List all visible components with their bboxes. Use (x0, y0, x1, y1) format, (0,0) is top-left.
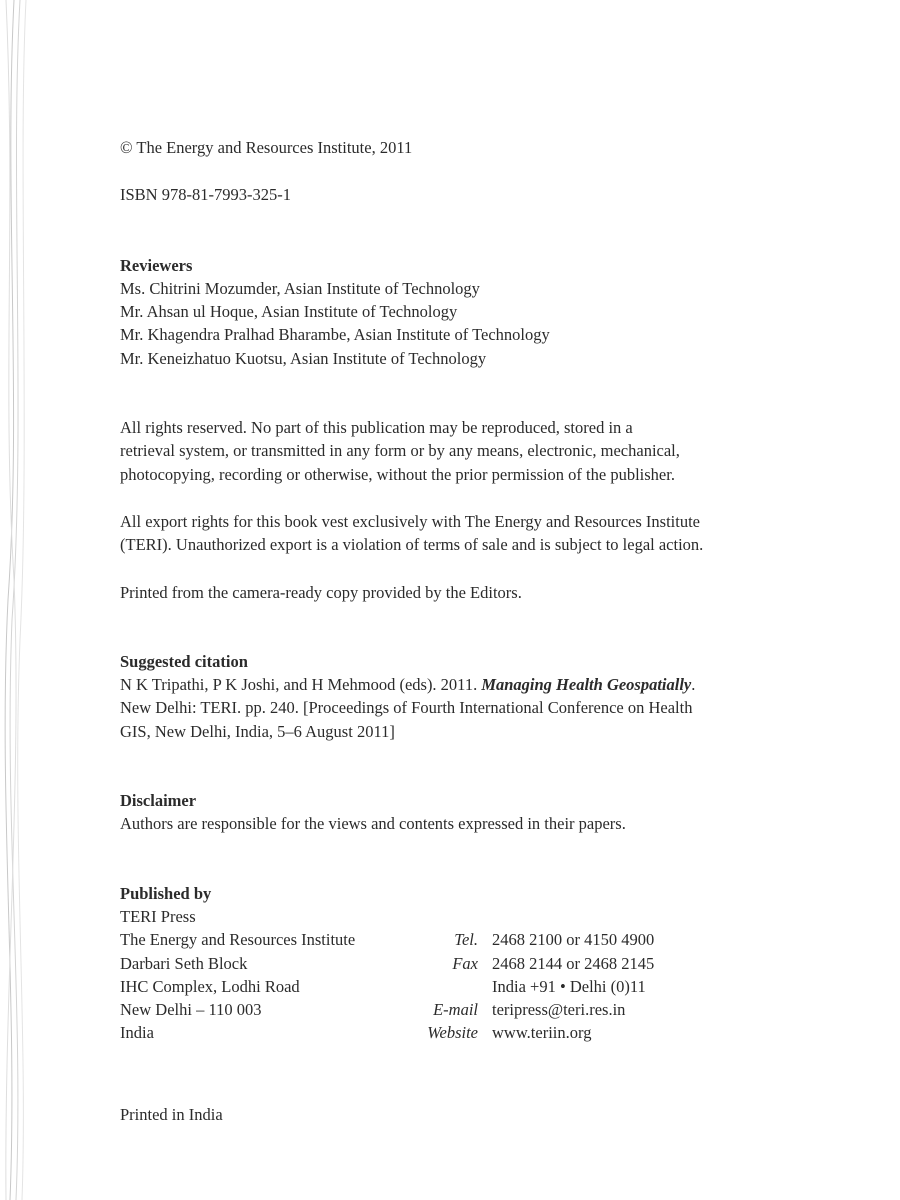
citation-line-2: New Delhi: TERI. pp. 240. [Proceedings of Fourth International Conference on Health (120, 698, 693, 718)
contact-label: Website (427, 1023, 478, 1043)
publisher-section (120, 882, 820, 1045)
rights-reserved-paragraph (120, 416, 820, 486)
export-rights-line: (TERI). Unauthorized export is a violation of terms of sale and is subject to legal action. (120, 535, 704, 555)
export-rights-paragraph (120, 510, 820, 557)
contact-label: E-mail (433, 1000, 478, 1020)
publisher-address-line: IHC Complex, Lodhi Road (120, 976, 300, 996)
copyright-page (120, 136, 820, 1126)
contact-value: India +91 • Delhi (0)11 (492, 976, 646, 996)
publisher-row (120, 1021, 820, 1044)
publisher-row (120, 975, 820, 998)
reviewer-item: Mr. Keneizhatuo Kuotsu, Asian Institute of Technology (120, 348, 487, 368)
reviewer-item: Mr. Khagendra Pralhad Bharambe, Asian Institute of Technology (120, 325, 550, 345)
isbn: ISBN 978-81-7993-325-1 (120, 185, 291, 205)
contact-label (390, 975, 492, 998)
citation-period: . (691, 675, 696, 695)
contact-value: 2468 2144 or 2468 2145 (492, 953, 655, 973)
rights-line: photocopying, recording or otherwise, without the prior permission of the publisher. (120, 464, 675, 484)
citation-line-1 (120, 673, 820, 696)
rights-line: retrieval system, or transmitted in any form or by any means, electronic, mechanical, (120, 441, 680, 461)
book-title: Managing Health Geospatially (481, 675, 692, 695)
disclaimer-section (120, 789, 820, 836)
reviewers-section (120, 254, 820, 370)
contact-label: Tel. (454, 930, 478, 950)
reviewers-heading: Reviewers (120, 255, 193, 275)
citation-heading: Suggested citation (120, 651, 248, 671)
disclaimer-text: Authors are responsible for the views and contents expressed in their papers. (120, 814, 626, 834)
page-edge-decoration (0, 0, 40, 1200)
export-rights-line: All export rights for this book vest exclusively with The Energy and Resources Institute (120, 511, 700, 531)
contact-value: teripress@teri.res.in (492, 1000, 626, 1020)
publisher-heading: Published by (120, 883, 212, 903)
publisher-address-line: The Energy and Resources Institute (120, 930, 356, 950)
printed-in: Printed in India (120, 1104, 223, 1124)
citation-section (120, 650, 820, 743)
contact-value: www.teriin.org (492, 1023, 592, 1043)
publisher-address-line: New Delhi – 110 003 (120, 1000, 262, 1020)
publisher-row (120, 998, 820, 1021)
citation-line-3: GIS, New Delhi, India, 5–6 August 2011] (120, 721, 395, 741)
disclaimer-heading: Disclaimer (120, 791, 197, 811)
contact-label: Fax (452, 953, 478, 973)
contact-value: 2468 2100 or 4150 4900 (492, 930, 655, 950)
publisher-press: TERI Press (120, 906, 196, 926)
publisher-address-line: India (120, 1023, 154, 1043)
citation-authors: N K Tripathi, P K Joshi, and H Mehmood (eds). 2011. (120, 675, 478, 695)
copyright-notice: © The Energy and Resources Institute, 2011 (120, 138, 413, 157)
publisher-row (120, 928, 820, 951)
reviewer-item: Mr. Ahsan ul Hoque, Asian Institute of Technology (120, 302, 458, 322)
reviewer-item: Ms. Chitrini Mozumder, Asian Institute of Technology (120, 278, 480, 298)
camera-ready-note: Printed from the camera-ready copy provided by the Editors. (120, 582, 522, 602)
publisher-row (120, 952, 820, 975)
rights-line: All rights reserved. No part of this publication may be reproduced, stored in a (120, 418, 633, 438)
publisher-address-line: Darbari Seth Block (120, 953, 248, 973)
